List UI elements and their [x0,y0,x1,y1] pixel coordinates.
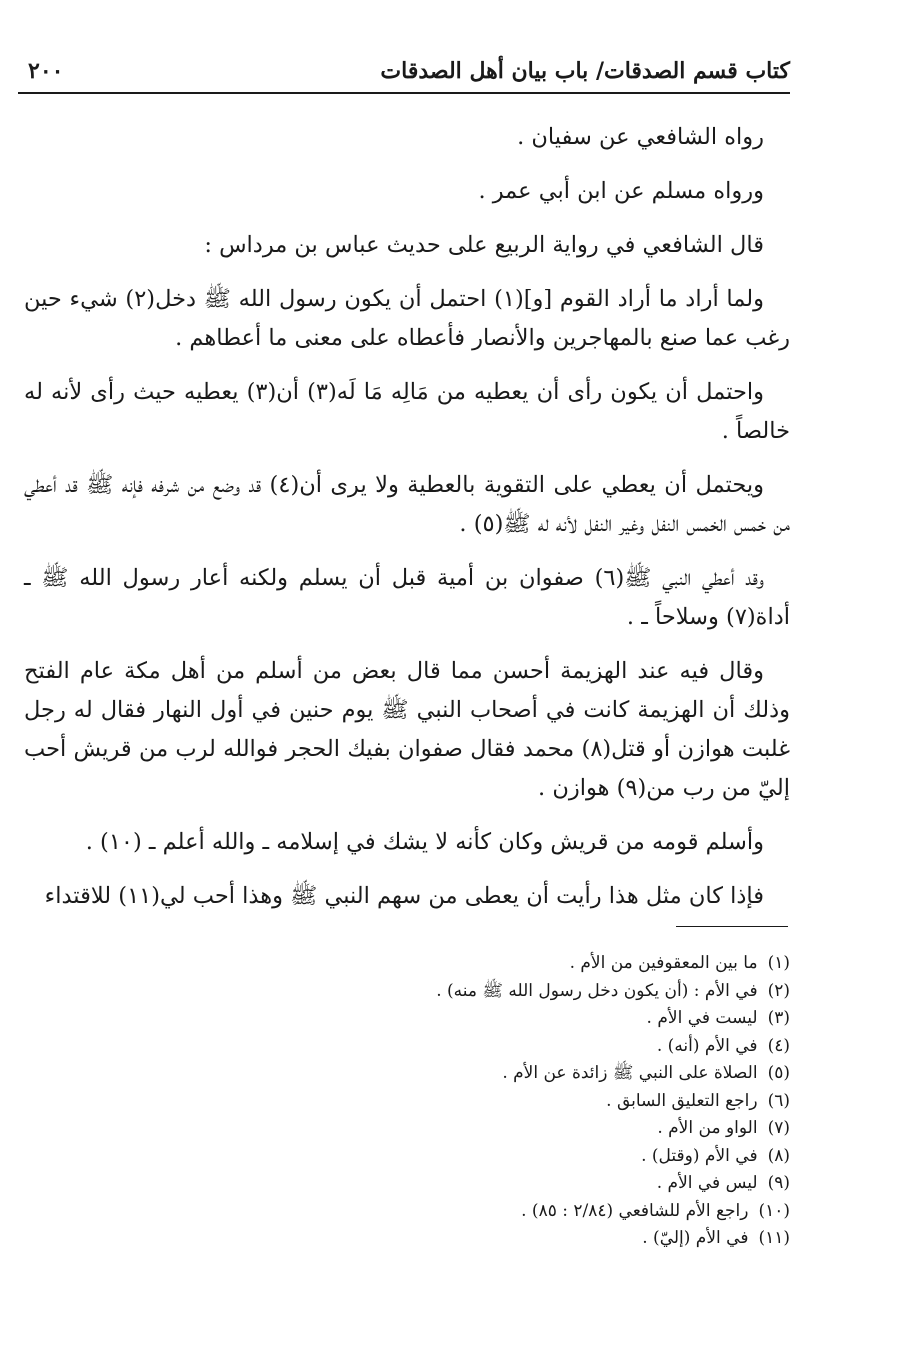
paragraph: قال الشافعي في رواية الربيع على حديث عباس بن مرداس : [204,232,764,258]
footnote [40,1060,790,1088]
footnote [40,1143,790,1171]
footnote-number: (٤) [767,1035,790,1056]
footnote-text: الصلاة على النبي ﷺ زائدة عن الأم . [502,1063,758,1083]
footnote-text: في الأم (أنه) . [656,1035,758,1056]
footnote-number: (٧) [767,1118,790,1138]
footnote-text: في الأم (وقتل) . [641,1145,758,1166]
paragraph: رواه الشافعي عن سفيان . [517,124,764,150]
footnote-text: ليست في الأم . [646,1008,758,1028]
paragraph: وقال فيه عند الهزيمة أحسن مما قال بعض من أسلم من أهل مكة عام الفتح وذلك أن الهزيمة كانت في أصحاب النبي ﷺ يوم حنين في أول النهار فقال له رجل غلبت هوازن أو قتل(٨) محمد فقال صفوان بفيك الحجر فوالله لرب من قريش أحب إليّ من رب من(٩) هوازن . [24,658,790,801]
footnote-text: راجع التعليق السابق . [606,1090,758,1111]
paragraph: وقد أعطي النبي ﷺ(٦) صفوان بن أمية قبل أن يسلم ولكنه أعار رسول الله ﷺ ـ أداة(٧) وسلاحاً ـ . [24,565,790,630]
footnote-number: (٢) [767,980,790,1001]
paragraph: واحتمل أن يكون رأى أن يعطيه من مَالِه مَا لَه(٣) أن(٣) يعطيه حيث رأى لأنه له خالصاً . [24,379,790,444]
footnote-text: في الأم (إليّ) . [642,1228,749,1248]
footnote [40,1005,790,1033]
paragraph: ورواه مسلم عن ابن أبي عمر . [478,178,764,204]
footnote [40,1225,790,1253]
page-number: ٢٠٠ [28,58,64,84]
paragraph: ويحتمل أن يعطي على التقوية بالعطية ولا يرى أن(٤) قد وضع من شرفه فإنه ﷺ قد أعطي من خمس الخمس النفل وغير النفل لأنه له ﷺ(٥) . [24,472,790,537]
footnote-number: (٩) [767,1173,790,1193]
footnote-text: ليس في الأم . [656,1173,758,1193]
footnote-text: الواو من الأم . [657,1118,758,1138]
footnote-text: في الأم : (أن يكون دخل رسول الله ﷺ منه) . [436,980,758,1001]
footnote [40,1033,790,1061]
footnote-number: (١) [767,953,790,973]
page-header [18,52,790,94]
footnote-number: (٦) [767,1090,790,1111]
paragraph: فإذا كان مثل هذا رأيت أن يعطى من سهم النبي ﷺ وهذا أحب لي(١١) للاقتداء [44,883,764,909]
footnote-divider [676,926,788,927]
main-text [24,118,790,931]
running-title: كتاب قسم الصدقات/ باب بيان أهل الصدقات [380,58,790,84]
footnote-number: (٨) [767,1145,790,1166]
footnote-number: (٥) [767,1063,790,1083]
footnote [40,1170,790,1198]
footnotes-list [40,950,790,1253]
footnote-text: راجع الأم للشافعي (٢/٨٤ : ٨٥) . [521,1200,749,1221]
footnote [40,1115,790,1143]
footnote [40,950,790,978]
paragraph: ولما أراد ما أراد القوم [و](١) احتمل أن يكون رسول الله ﷺ دخل(٢) شيء حين رغب عما صنع بالمهاجرين والأنصار فأعطاه على معنى ما أعطاهم . [24,286,790,351]
footnote-number: (١١) [758,1228,790,1248]
footnote-number: (١٠) [758,1200,790,1221]
footnote-text: ما بين المعقوفين من الأم . [569,953,758,973]
paragraph: وأسلم قومه من قريش وكان كأنه لا يشك في إسلامه ـ والله أعلم ـ (١٠) . [85,829,764,855]
footnote [40,1198,790,1226]
footnote-number: (٣) [767,1008,790,1028]
footnote [40,978,790,1006]
footnote [40,1088,790,1116]
